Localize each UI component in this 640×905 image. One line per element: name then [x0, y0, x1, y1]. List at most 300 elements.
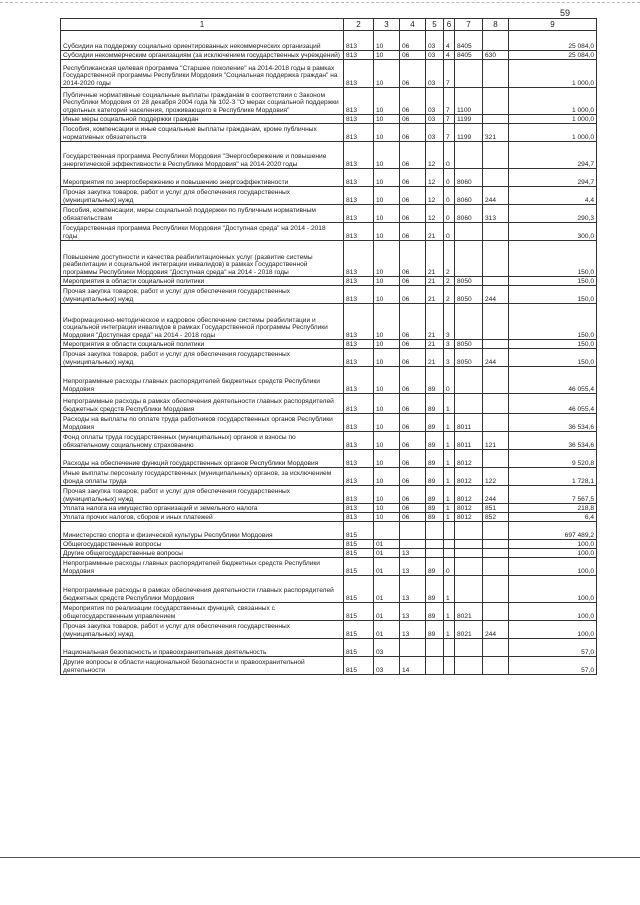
cell-ministry: 813 [344, 60, 374, 88]
cell-subsection: 06 [400, 340, 426, 349]
cell-program [426, 657, 444, 675]
cell-subprogram [444, 540, 455, 549]
cell-subprogram: 0 [444, 169, 455, 187]
cell-article: 8012 [455, 450, 483, 468]
cell-subsection: 06 [400, 88, 426, 115]
cell-name: Прочая закупка товаров, работ и услуг для обеспечения государственных (муниципальных) нужд [61, 349, 344, 367]
cell-subprogram [444, 657, 455, 675]
cell-article [455, 522, 483, 540]
cell-subprogram: 7 [444, 60, 455, 88]
cell-section: 10 [374, 414, 400, 432]
cell-expense-type [483, 241, 509, 277]
cell-article: 8012 [455, 468, 483, 486]
cell-subsection: 06 [400, 31, 426, 51]
cell-subprogram [444, 549, 455, 558]
cell-subsection: 06 [400, 349, 426, 367]
table-row [61, 241, 597, 277]
cell-subsection: 06 [400, 367, 426, 394]
cell-ministry: 813 [344, 486, 374, 504]
cell-subsection: 06 [400, 187, 426, 205]
cell-subsection: 06 [400, 504, 426, 513]
cell-section: 10 [374, 169, 400, 187]
table-row [61, 169, 597, 187]
cell-ministry: 813 [344, 414, 374, 432]
cell-subprogram: 2 [444, 286, 455, 304]
cell-name: Другие общегосударственные вопросы [61, 549, 344, 558]
cell-expense-type: 313 [483, 205, 509, 223]
cell-program: 89 [426, 468, 444, 486]
cell-article: 1199 [455, 124, 483, 142]
header-cell-subsection: 4 [400, 19, 426, 31]
cell-section: 01 [374, 549, 400, 558]
cell-section: 10 [374, 468, 400, 486]
cell-name: Мероприятия по энергосбережению и повышению энергоэффективности [61, 169, 344, 187]
cell-article: 8012 [455, 513, 483, 522]
cell-ministry: 813 [344, 286, 374, 304]
cell-expense-type [483, 169, 509, 187]
bottom-edge-rule [0, 857, 640, 858]
cell-subsection [400, 522, 426, 540]
cell-section: 10 [374, 60, 400, 88]
cell-program: 89 [426, 603, 444, 621]
cell-expense-type [483, 450, 509, 468]
cell-ministry: 813 [344, 169, 374, 187]
cell-ministry: 813 [344, 51, 374, 60]
cell-expense-type: 244 [483, 286, 509, 304]
cell-name: Прочая закупка товаров, работ и услуг для обеспечения государственных (муниципальных) нужд [61, 286, 344, 304]
cell-amount: 150,0 [509, 349, 597, 367]
cell-program: 12 [426, 169, 444, 187]
cell-subsection: 06 [400, 277, 426, 286]
cell-name: Непрограммные расходы в рамках обеспечения деятельности главных распорядителей бюджетных средств Республики Мордовия [61, 576, 344, 603]
cell-subsection: 06 [400, 513, 426, 522]
cell-subsection: 06 [400, 51, 426, 60]
cell-section: 10 [374, 340, 400, 349]
table-row [61, 124, 597, 142]
cell-program [426, 639, 444, 657]
cell-section: 10 [374, 304, 400, 340]
cell-amount: 218,8 [509, 504, 597, 513]
cell-amount: 1 000,0 [509, 115, 597, 124]
cell-ministry: 813 [344, 504, 374, 513]
table-row [61, 540, 597, 549]
cell-ministry: 813 [344, 241, 374, 277]
cell-ministry: 815 [344, 603, 374, 621]
cell-program: 21 [426, 340, 444, 349]
cell-name: Республиканская целевая программа "Старшее поколение" на 2014-2018 годы в рамках Государственной программы Республики Мордовия "Социальная поддержка граждан" на 2014-2020 годы [61, 60, 344, 88]
cell-program: 89 [426, 513, 444, 522]
cell-expense-type [483, 549, 509, 558]
cell-name: Субсидии некоммерческим организациям (за исключением государственных учреждений) [61, 51, 344, 60]
cell-section: 10 [374, 349, 400, 367]
cell-amount: 36 534,6 [509, 414, 597, 432]
cell-article [455, 549, 483, 558]
cell-subsection: 06 [400, 169, 426, 187]
cell-article [455, 639, 483, 657]
cell-subprogram: 1 [444, 603, 455, 621]
cell-program: 03 [426, 88, 444, 115]
cell-ministry: 813 [344, 223, 374, 241]
cell-expense-type: 244 [483, 621, 509, 639]
cell-expense-type: 852 [483, 513, 509, 522]
cell-name: Иные меры социальной поддержки граждан [61, 115, 344, 124]
table-row [61, 621, 597, 639]
cell-subsection: 06 [400, 241, 426, 277]
cell-article: 8050 [455, 349, 483, 367]
cell-subprogram: 1 [444, 468, 455, 486]
cell-subprogram: 1 [444, 450, 455, 468]
header-cell-name: 1 [61, 19, 344, 31]
cell-name: Расходы на обеспечение функций государственных органов Республики Мордовия [61, 450, 344, 468]
cell-subsection [400, 540, 426, 549]
cell-program: 89 [426, 450, 444, 468]
header-cell-subprogram: 6 [444, 19, 455, 31]
cell-section: 01 [374, 558, 400, 576]
table-row [61, 60, 597, 88]
cell-amount: 100,0 [509, 603, 597, 621]
cell-name: Государственная программа Республики Мордовия "Энергосбережение и повышение энергетической эффективности в Республике Мордовия" на 2014-2020 годы [61, 142, 344, 169]
table-row [61, 115, 597, 124]
cell-subprogram: 1 [444, 394, 455, 414]
cell-amount: 1 000,0 [509, 60, 597, 88]
cell-subsection: 14 [400, 657, 426, 675]
cell-expense-type [483, 576, 509, 603]
cell-article [455, 241, 483, 277]
cell-program: 12 [426, 187, 444, 205]
cell-subsection: 06 [400, 450, 426, 468]
cell-ministry: 813 [344, 277, 374, 286]
cell-article: 1100 [455, 88, 483, 115]
table-body [61, 19, 597, 675]
cell-article: 8050 [455, 277, 483, 286]
cell-ministry: 813 [344, 349, 374, 367]
cell-subprogram: 7 [444, 115, 455, 124]
cell-amount: 100,0 [509, 558, 597, 576]
cell-name: Мероприятия в области социальной политики [61, 277, 344, 286]
cell-program: 03 [426, 51, 444, 60]
cell-section: 10 [374, 432, 400, 450]
cell-subprogram [444, 522, 455, 540]
cell-subprogram: 1 [444, 513, 455, 522]
top-edge-rule [0, 2, 640, 3]
cell-section: 10 [374, 504, 400, 513]
cell-expense-type [483, 340, 509, 349]
cell-subsection: 13 [400, 621, 426, 639]
cell-subprogram: 7 [444, 88, 455, 115]
cell-name: Мероприятия по реализации государственных функций, связанных с общегосударственным управлением [61, 603, 344, 621]
cell-subsection: 13 [400, 603, 426, 621]
cell-program: 89 [426, 576, 444, 603]
cell-expense-type: 244 [483, 187, 509, 205]
cell-program: 89 [426, 367, 444, 394]
cell-expense-type: 122 [483, 468, 509, 486]
cell-section: 10 [374, 31, 400, 51]
cell-program: 21 [426, 304, 444, 340]
cell-subprogram: 7 [444, 124, 455, 142]
cell-subsection: 06 [400, 432, 426, 450]
cell-program: 89 [426, 432, 444, 450]
cell-amount: 1 728,1 [509, 468, 597, 486]
cell-program: 21 [426, 223, 444, 241]
cell-subprogram: 1 [444, 486, 455, 504]
cell-section: 01 [374, 576, 400, 603]
cell-amount: 6,4 [509, 513, 597, 522]
cell-name: Информационно-методическое и кадровое обеспечение системы реабилитации и социальной интеграции инвалидов в рамках Государственной программы Республики Мордовия "Доступная среда" на 2014 - 2018 годы [61, 304, 344, 340]
cell-program [426, 549, 444, 558]
cell-subsection: 06 [400, 205, 426, 223]
cell-article [455, 142, 483, 169]
table-row [61, 286, 597, 304]
cell-section: 10 [374, 51, 400, 60]
cell-amount: 294,7 [509, 142, 597, 169]
cell-article: 8012 [455, 504, 483, 513]
cell-section: 10 [374, 450, 400, 468]
cell-subprogram: 0 [444, 187, 455, 205]
cell-ministry: 813 [344, 340, 374, 349]
cell-expense-type [483, 603, 509, 621]
cell-name: Публичные нормативные социальные выплаты гражданам в соответствии с Законом Республики Мордовия от 28 декабря 2004 года № 102-З "О мерах социальной поддержки отдельных категорий населения, проживающего в Республике Мордовия" [61, 88, 344, 115]
cell-amount: 46 055,4 [509, 394, 597, 414]
header-row [61, 19, 597, 31]
cell-name: Государственная программа Республики Мордовия "Доступная среда" на 2014 - 2018 годы [61, 223, 344, 241]
cell-article: 8405 [455, 51, 483, 60]
table-row [61, 504, 597, 513]
cell-article: 8050 [455, 340, 483, 349]
cell-section: 01 [374, 540, 400, 549]
cell-name: Повышение доступности и качества реабилитационных услуг (развитие системы реабилитации и социальной интеграции инвалидов) в рамках Государственной программы Республики Мордовия "Доступная среда" на 2014 - 2018 годы [61, 241, 344, 277]
table-row [61, 639, 597, 657]
cell-subprogram: 2 [444, 241, 455, 277]
cell-program: 89 [426, 558, 444, 576]
cell-amount: 46 055,4 [509, 367, 597, 394]
header-cell-program: 5 [426, 19, 444, 31]
table-row [61, 576, 597, 603]
cell-section: 10 [374, 513, 400, 522]
cell-section: 10 [374, 142, 400, 169]
cell-amount: 150,0 [509, 304, 597, 340]
cell-expense-type [483, 60, 509, 88]
cell-subprogram: 0 [444, 367, 455, 394]
cell-program: 03 [426, 124, 444, 142]
cell-amount: 25 084,0 [509, 31, 597, 51]
cell-article: 1199 [455, 115, 483, 124]
cell-article: 8011 [455, 414, 483, 432]
cell-program: 03 [426, 60, 444, 88]
cell-subsection: 06 [400, 468, 426, 486]
cell-program: 89 [426, 621, 444, 639]
cell-name: Министерство спорта и физической культуры Республики Мордовия [61, 522, 344, 540]
cell-name: Субсидии на поддержку социально ориентированных некоммерческих организаций [61, 31, 344, 51]
cell-expense-type [483, 31, 509, 51]
cell-subsection: 06 [400, 142, 426, 169]
cell-section: 10 [374, 88, 400, 115]
cell-subsection: 13 [400, 576, 426, 603]
cell-expense-type [483, 304, 509, 340]
cell-subprogram: 0 [444, 558, 455, 576]
cell-expense-type [483, 394, 509, 414]
cell-section: 03 [374, 657, 400, 675]
cell-amount: 1 000,0 [509, 124, 597, 142]
cell-article: 8012 [455, 486, 483, 504]
cell-ministry: 815 [344, 540, 374, 549]
cell-amount: 36 534,6 [509, 432, 597, 450]
table-row [61, 394, 597, 414]
cell-subsection: 06 [400, 414, 426, 432]
cell-program: 21 [426, 241, 444, 277]
cell-expense-type [483, 657, 509, 675]
cell-section: 01 [374, 603, 400, 621]
table-row [61, 205, 597, 223]
cell-ministry: 813 [344, 88, 374, 115]
cell-section: 10 [374, 394, 400, 414]
table-row [61, 468, 597, 486]
cell-ministry: 815 [344, 576, 374, 603]
cell-amount: 294,7 [509, 169, 597, 187]
cell-section: 10 [374, 367, 400, 394]
cell-name: Иные выплаты персоналу государственных (муниципальных) органов, за исключением фонда оплаты труда [61, 468, 344, 486]
table-row [61, 88, 597, 115]
cell-expense-type [483, 414, 509, 432]
cell-expense-type: 244 [483, 486, 509, 504]
cell-program [426, 522, 444, 540]
table-row [61, 414, 597, 432]
cell-subprogram: 3 [444, 304, 455, 340]
cell-expense-type: 630 [483, 51, 509, 60]
cell-amount: 300,0 [509, 223, 597, 241]
cell-expense-type [483, 639, 509, 657]
cell-amount: 57,0 [509, 657, 597, 675]
cell-section: 10 [374, 187, 400, 205]
cell-name: Расходы на выплаты по оплате труда работников государственных органов Республики Мордовия [61, 414, 344, 432]
cell-subsection: 06 [400, 124, 426, 142]
cell-name: Непрограммные расходы главных распорядителей бюджетных средств Республики Мордовия [61, 558, 344, 576]
cell-program: 03 [426, 31, 444, 51]
cell-program: 89 [426, 504, 444, 513]
header-cell-article: 7 [455, 19, 483, 31]
table-row [61, 51, 597, 60]
cell-ministry: 813 [344, 115, 374, 124]
table-row [61, 549, 597, 558]
cell-expense-type [483, 115, 509, 124]
header-cell-section: 3 [374, 19, 400, 31]
cell-ministry: 815 [344, 522, 374, 540]
cell-amount: 150,0 [509, 286, 597, 304]
cell-subsection: 06 [400, 223, 426, 241]
cell-expense-type [483, 277, 509, 286]
cell-amount: 697 489,2 [509, 522, 597, 540]
cell-name: Национальная безопасность и правоохранительная деятельность [61, 639, 344, 657]
cell-program: 12 [426, 142, 444, 169]
cell-ministry: 813 [344, 394, 374, 414]
cell-article [455, 60, 483, 88]
cell-ministry: 813 [344, 304, 374, 340]
budget-table [60, 18, 597, 675]
cell-article [455, 558, 483, 576]
cell-name: Уплата налога на имущество организаций и земельного налога [61, 504, 344, 513]
cell-amount: 100,0 [509, 540, 597, 549]
cell-subsection: 13 [400, 558, 426, 576]
table-row [61, 31, 597, 51]
page-number: 59 [560, 8, 571, 18]
cell-name: Прочая закупка товаров, работ и услуг для обеспечения государственных (муниципальных) нужд [61, 187, 344, 205]
cell-name: Пособия, компенсации, меры социальной поддержки по публичным нормативным обязательствам [61, 205, 344, 223]
table-row [61, 603, 597, 621]
cell-subprogram: 2 [444, 277, 455, 286]
cell-name: Прочая закупка товаров, работ и услуг для обеспечения государственных (муниципальных) нужд [61, 486, 344, 504]
table-row [61, 187, 597, 205]
cell-article: 8011 [455, 432, 483, 450]
table-row [61, 657, 597, 675]
header-cell-ministry: 2 [344, 19, 374, 31]
cell-amount: 150,0 [509, 241, 597, 277]
cell-article [455, 657, 483, 675]
cell-section: 10 [374, 486, 400, 504]
table-row [61, 558, 597, 576]
cell-ministry: 813 [344, 432, 374, 450]
cell-article: 8060 [455, 187, 483, 205]
cell-expense-type [483, 142, 509, 169]
cell-ministry: 813 [344, 513, 374, 522]
cell-ministry: 815 [344, 657, 374, 675]
cell-subprogram: 1 [444, 621, 455, 639]
cell-name: Другие вопросы в области национальной безопасности и правоохранительной деятельности [61, 657, 344, 675]
cell-amount: 4,4 [509, 187, 597, 205]
header-cell-expense-type: 8 [483, 19, 509, 31]
cell-amount: 1 000,0 [509, 88, 597, 115]
cell-amount: 100,0 [509, 621, 597, 639]
cell-expense-type [483, 88, 509, 115]
cell-ministry: 813 [344, 142, 374, 169]
cell-section: 10 [374, 241, 400, 277]
table-row [61, 349, 597, 367]
cell-subprogram: 1 [444, 576, 455, 603]
cell-expense-type [483, 522, 509, 540]
table-row [61, 340, 597, 349]
cell-subprogram: 0 [444, 223, 455, 241]
cell-subprogram [444, 639, 455, 657]
header-cell-amount: 9 [509, 19, 597, 31]
cell-amount: 25 084,0 [509, 51, 597, 60]
cell-ministry: 813 [344, 367, 374, 394]
cell-article: 8021 [455, 621, 483, 639]
cell-ministry: 815 [344, 549, 374, 558]
cell-article: 8050 [455, 286, 483, 304]
cell-amount: 100,0 [509, 549, 597, 558]
cell-name: Фонд оплаты труда государственных (муниципальных) органов и взносы по обязательному социальному страхованию [61, 432, 344, 450]
cell-program: 89 [426, 414, 444, 432]
cell-expense-type: 321 [483, 124, 509, 142]
cell-subsection: 06 [400, 115, 426, 124]
cell-subprogram: 0 [444, 142, 455, 169]
cell-subsection: 06 [400, 286, 426, 304]
cell-expense-type [483, 367, 509, 394]
cell-program: 89 [426, 394, 444, 414]
table-row [61, 277, 597, 286]
table-row [61, 223, 597, 241]
cell-amount: 150,0 [509, 340, 597, 349]
cell-program: 21 [426, 286, 444, 304]
cell-expense-type: 121 [483, 432, 509, 450]
cell-section: 01 [374, 621, 400, 639]
table-row [61, 522, 597, 540]
cell-name: Непрограммные расходы главных распорядителей бюджетных средств Республики Мордовия [61, 367, 344, 394]
cell-article [455, 223, 483, 241]
cell-subsection: 06 [400, 60, 426, 88]
cell-name: Общегосударственные вопросы [61, 540, 344, 549]
cell-program: 89 [426, 486, 444, 504]
cell-program: 03 [426, 115, 444, 124]
cell-ministry: 813 [344, 124, 374, 142]
